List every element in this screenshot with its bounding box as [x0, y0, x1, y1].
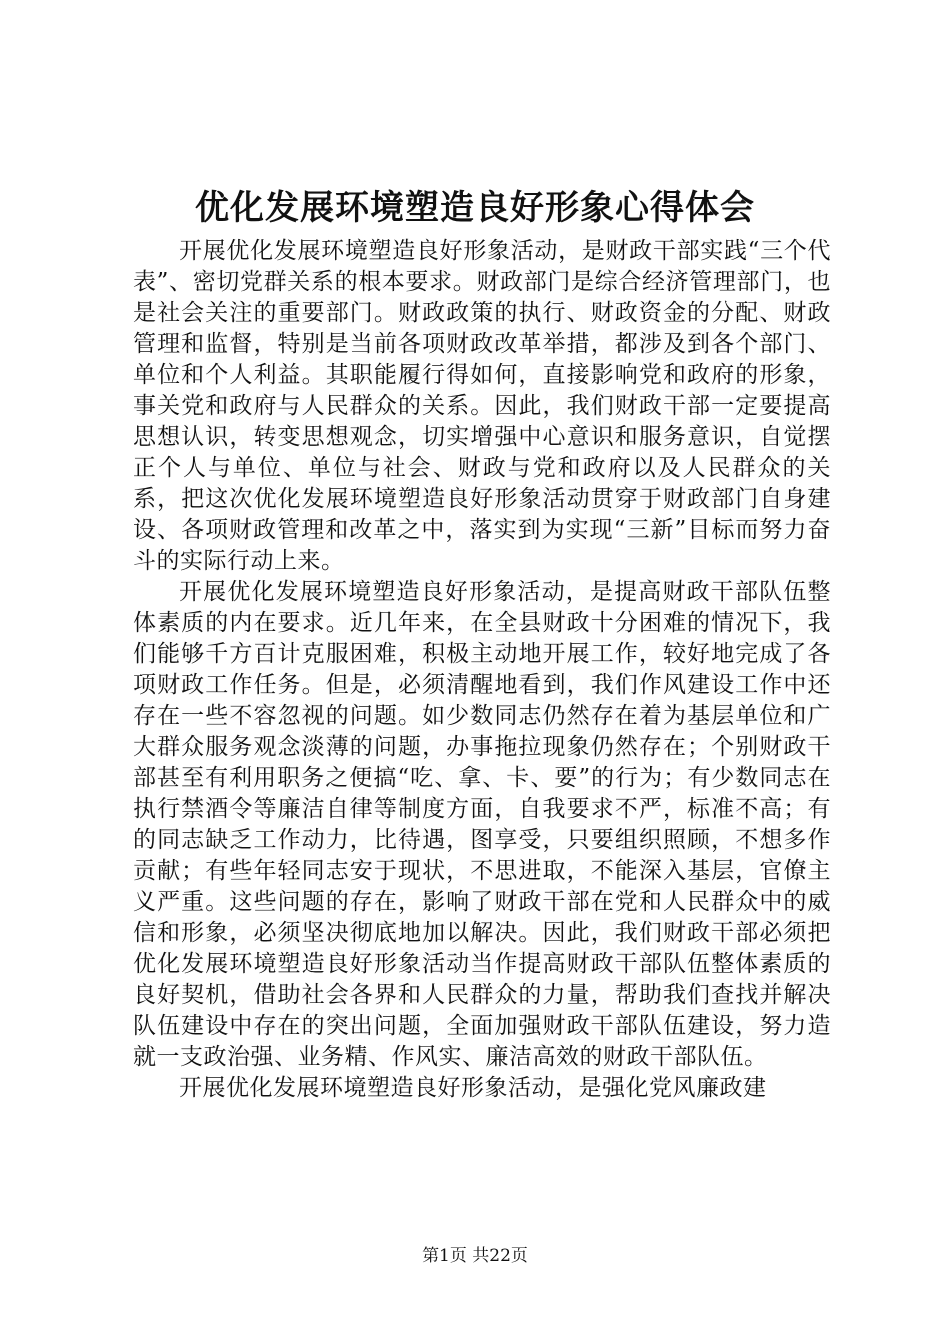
paragraph: 开展优化发展环境塑造良好形象活动，是财政干部实践“三个代表”、密切党群关系的根本要求。财政部门是综合经济管理部门，也是社会关注的重要部门。财政政策的执行、财政资金的分配、财政管理和监督，特别是当前各项财政改革举措，都涉及到各个部门、单位和个人利益。其职能履行得如何，直接影响党和政府的形象，事关党和政府与人民群众的关系。因此，我们财政干部一定要提高思想认识，转变思想观念，切实增强中心意识和服务意识，自觉摆正个人与单位、单位与社会、财政与党和政府以及人民群众的关系，把这次优化发展环境塑造良好形象活动贯穿于财政部门自身建设、各项财政管理和改革之中，落实到为实现“三新”目标而努力奋斗的实际行动上来。	[133, 238, 831, 574]
document-body	[133, 236, 831, 1104]
paragraph: 开展优化发展环境塑造良好形象活动，是提高财政干部队伍整体素质的内在要求。近几年来，在全县财政十分困难的情况下，我们能够千方百计克服困难，积极主动地开展工作，较好地完成了各项财政工作任务。但是，必须清醒地看到，我们作风建设工作中还存在一些不容忽视的问题。如少数同志仍然存在着为基层单位和广大群众服务观念淡薄的问题，办事拖拉现象仍然存在；个别财政干部甚至有利用职务之便搞“吃、拿、卡、要”的行为；有少数同志在执行禁酒令等廉洁自律等制度方面，自我要求不严，标准不高；有的同志缺乏工作动力，比待遇，图享受，只要组织照顾，不想多作贡献；有些年轻同志安于现状，不思进取，不能深入基层，官僚主义严重。这些问题的存在，影响了财政干部在党和人民群众中的威信和形象，必须坚决彻底地加以解决。因此，我们财政干部必须把优化发展环境塑造良好形象活动当作提高财政干部队伍整体素质的良好契机，借助社会各界和人民群众的力量，帮助我们查找并解决队伍建设中存在的突出问题，全面加强财政干部队伍建设，努力造就一支政治强、业务精、作风实、廉洁高效的财政干部队伍。	[133, 579, 831, 1070]
page-number-footer: 第1页 共22页	[422, 1246, 528, 1266]
paragraph: 开展优化发展环境塑造良好形象活动，是强化党风廉政建	[179, 1075, 767, 1101]
document-title: 优化发展环境塑造良好形象心得体会	[195, 188, 755, 228]
